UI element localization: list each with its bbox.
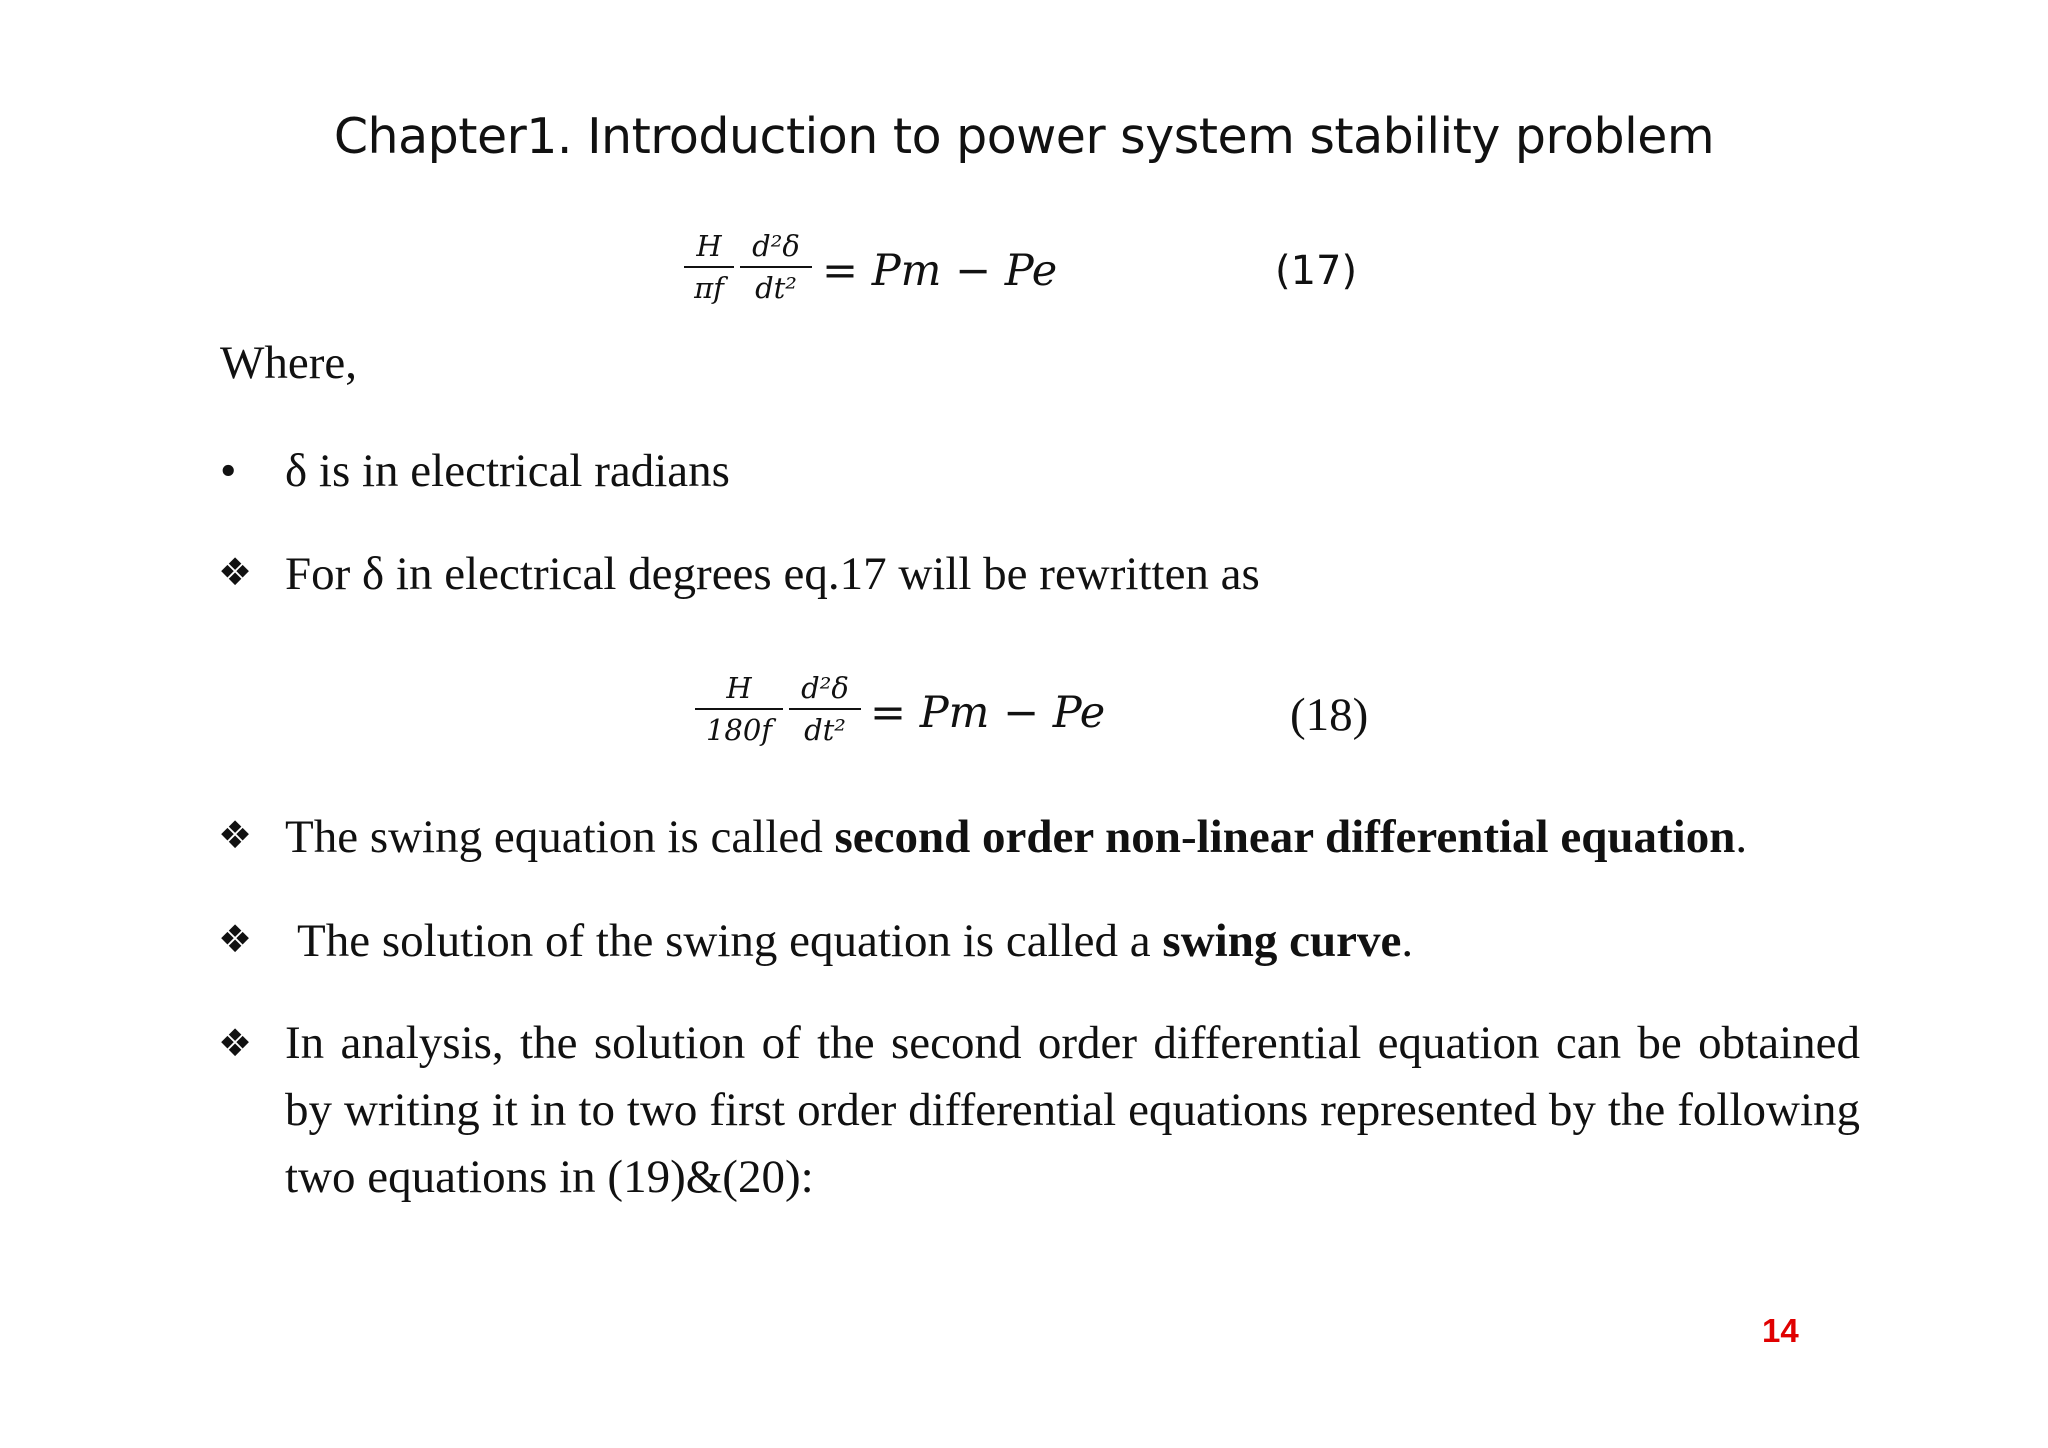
bold-term: second order non-linear differential equation	[834, 811, 1736, 863]
diamond-bullet-icon: ❖	[218, 1021, 253, 1065]
eq17-rhs: = Pm − Pe	[822, 246, 1058, 296]
eq18-den1: 180f	[705, 713, 773, 747]
eq18-fraction-h	[695, 670, 783, 748]
eq17-den1: πf	[694, 271, 724, 305]
bold-term: swing curve	[1162, 915, 1402, 967]
bullet-text: For δ in electrical degrees eq.17 will be rewritten as	[285, 548, 1260, 600]
eq17-den2: dt²	[755, 271, 797, 305]
page-number: 14	[1762, 1312, 1799, 1349]
eq18-num1: H	[726, 671, 752, 705]
eq18-number: (18)	[1290, 689, 1369, 741]
bullet-dot-icon: •	[220, 445, 237, 497]
eq18-fraction-d	[789, 670, 861, 748]
eq18-rhs: = Pm − Pe	[870, 688, 1106, 738]
diamond-bullet-icon: ❖	[218, 917, 253, 961]
page-title: Chapter1. Introduction to power system stability problem	[333, 108, 1715, 165]
bullet-text: δ is in electrical radians	[285, 445, 730, 497]
eq18-num2: d²δ	[801, 671, 849, 705]
eq17-number: (17)	[1275, 248, 1358, 294]
bullet-text: The solution of the swing equation is called a swing curve.	[297, 915, 1414, 967]
diamond-bullet-icon: ❖	[218, 550, 253, 594]
bullet-paragraph: In analysis, the solution of the second order differential equation can be obtained by writing it in to two first order differential equations represented by the following two equations in (19)&(20):	[285, 1017, 1860, 1203]
eq17-num1: H	[696, 229, 722, 263]
where-label: Where,	[220, 337, 357, 389]
eq18-den2: dt²	[804, 713, 846, 747]
bullet-text: The swing equation is called second order non-linear differential equation.	[285, 811, 1748, 863]
eq17-num2: d²δ	[752, 229, 800, 263]
eq17-fraction-d	[740, 228, 812, 306]
diamond-bullet-icon: ❖	[218, 813, 253, 857]
eq17-fraction-h	[684, 228, 734, 306]
